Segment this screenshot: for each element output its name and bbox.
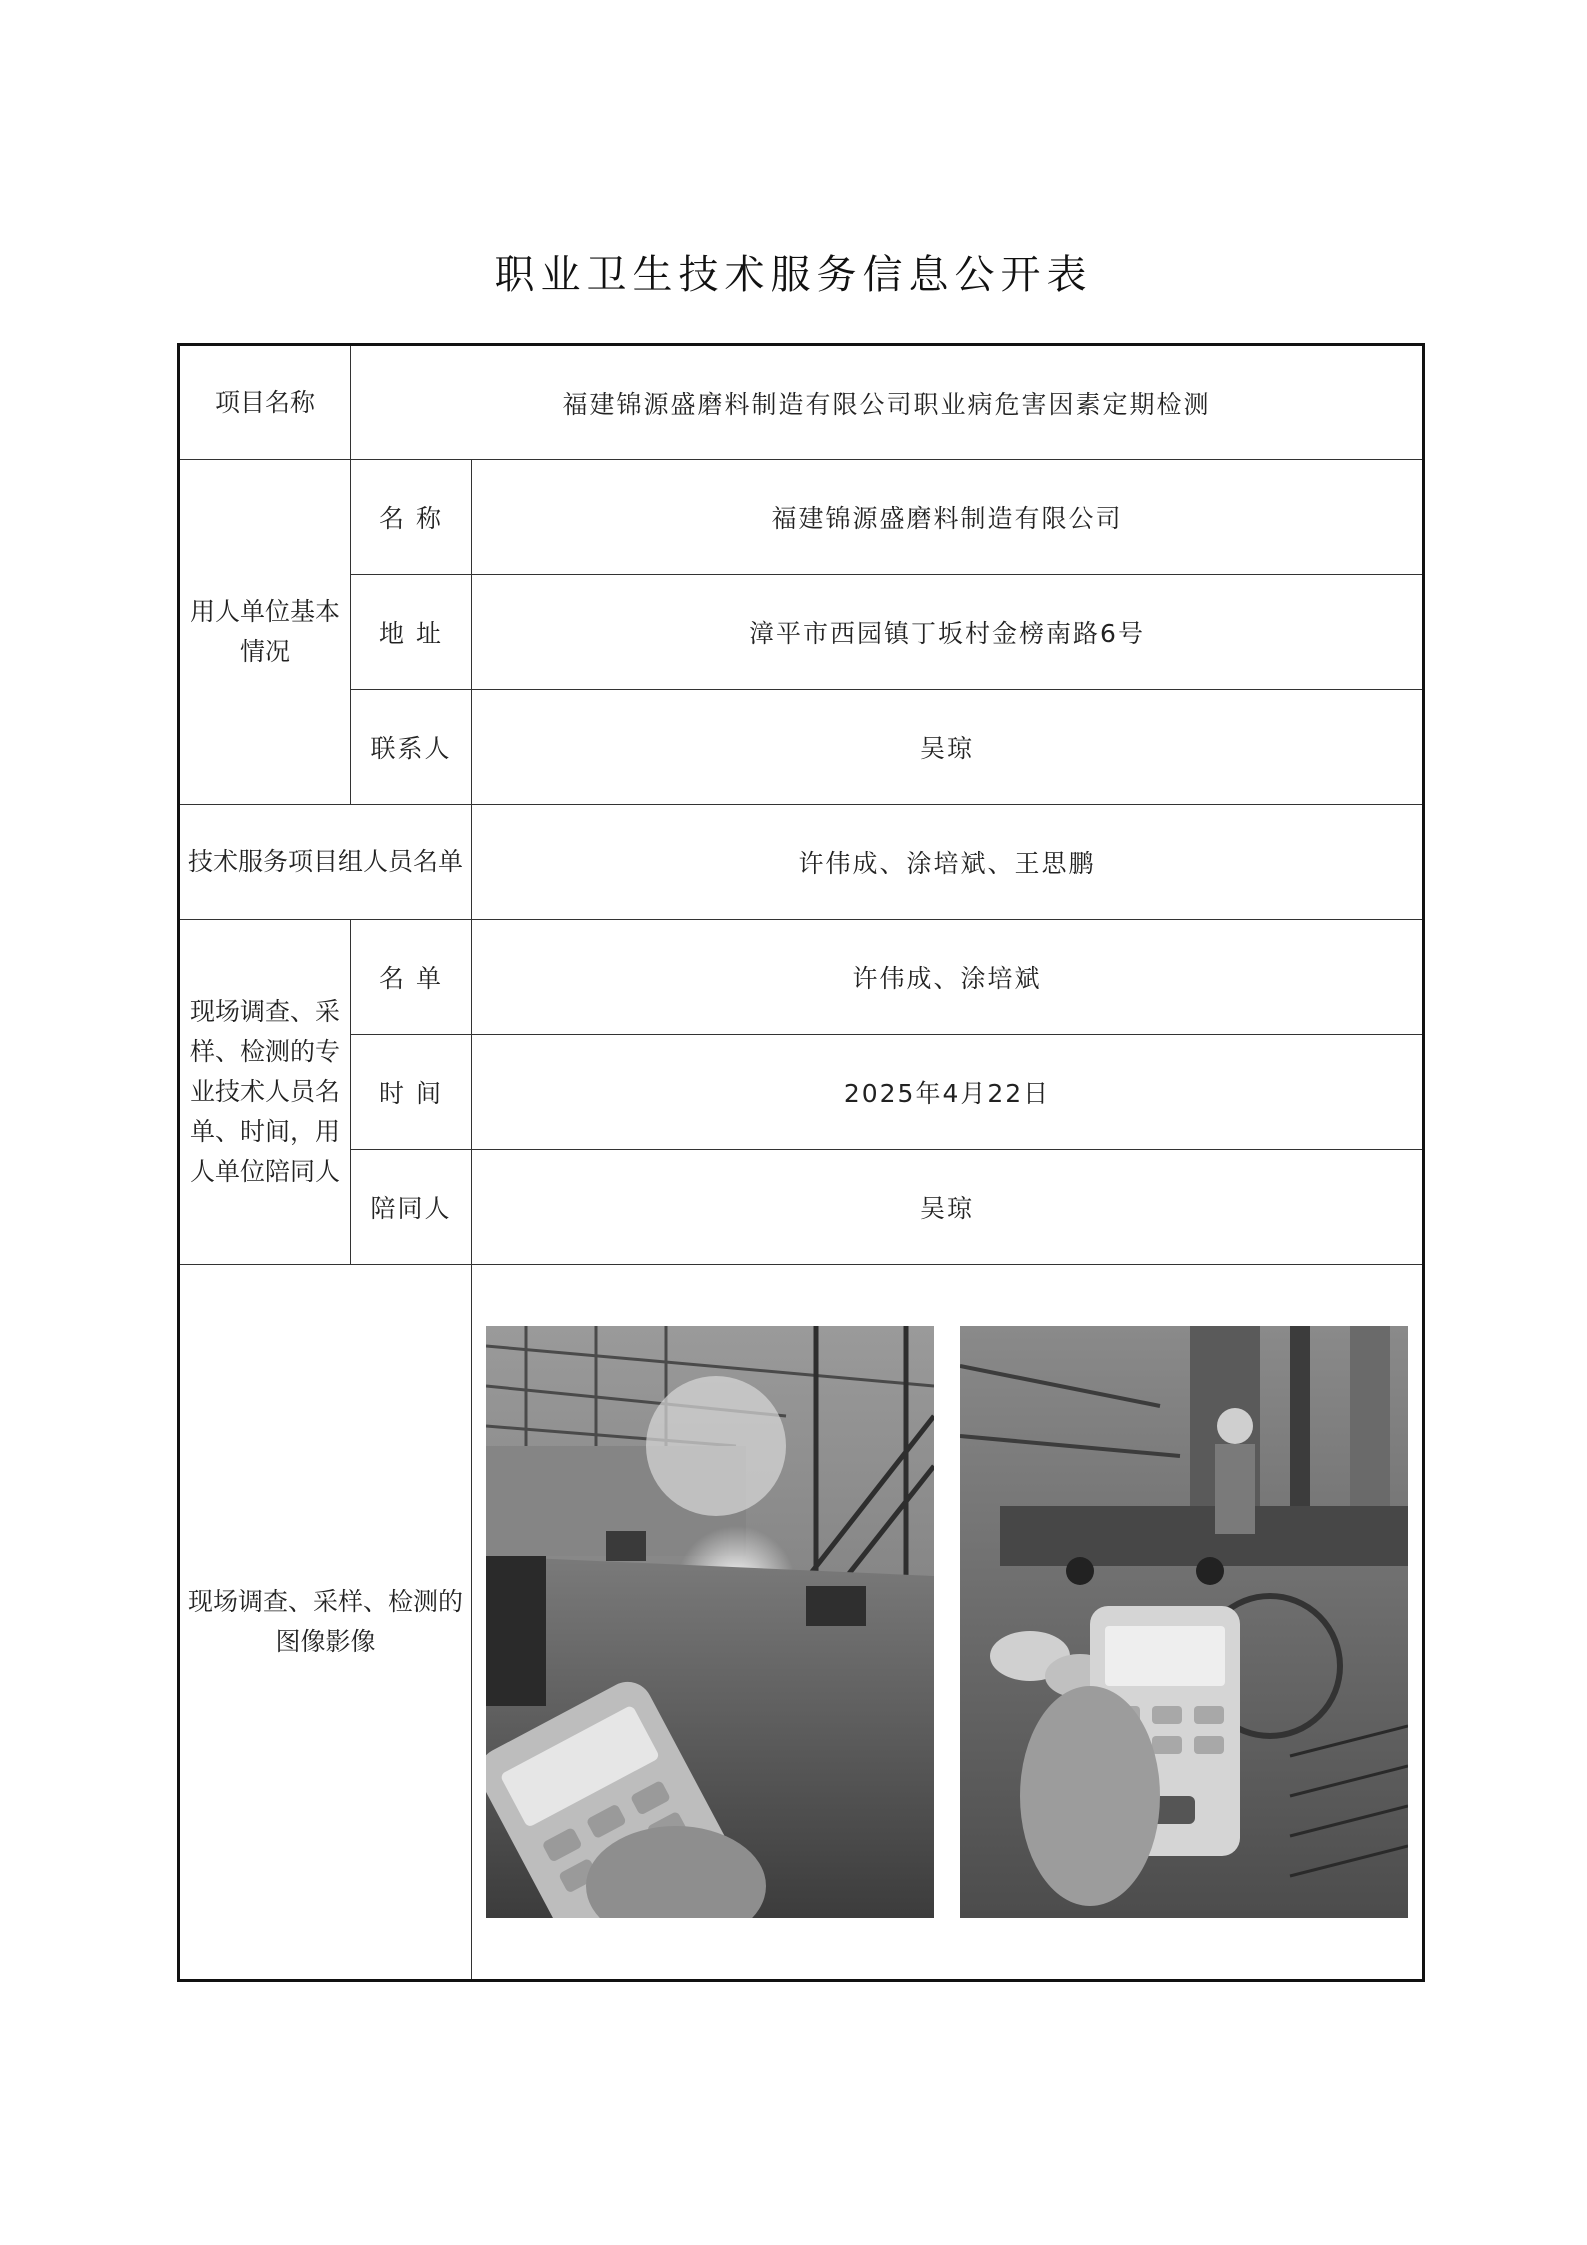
images-row xyxy=(179,1265,1424,1981)
survey-time-label: 时 间 xyxy=(351,1035,472,1150)
survey-label: 现场调查、采样、检测的专业技术人员名单、时间，用人单位陪同人 xyxy=(179,920,351,1265)
factory-photo-graphic xyxy=(486,1326,934,1918)
survey-companion-value: 吴琼 xyxy=(472,1150,1424,1265)
employer-contact-label: 联系人 xyxy=(351,690,472,805)
employer-address-label: 地 址 xyxy=(351,575,472,690)
employer-contact-row xyxy=(179,690,1424,805)
employer-name-value: 福建锦源盛磨料制造有限公司 xyxy=(472,460,1424,575)
info-table xyxy=(177,343,1425,1982)
project-label: 项目名称 xyxy=(179,345,351,460)
employer-address-value: 漳平市西园镇丁坂村金榜南路6号 xyxy=(472,575,1424,690)
worker-sound-meter-photo xyxy=(960,1326,1408,1918)
team-label: 技术服务项目组人员名单 xyxy=(179,805,472,920)
employer-name-label: 名 称 xyxy=(351,460,472,575)
employer-label: 用人单位基本情况 xyxy=(179,460,351,805)
survey-companion-row xyxy=(179,1150,1424,1265)
page-title: 职业卫生技术服务信息公开表 xyxy=(494,252,1093,298)
factory-hall-sound-meter-photo xyxy=(486,1326,934,1918)
survey-time-value: 2025年4月22日 xyxy=(472,1035,1424,1150)
employer-contact-value: 吴琼 xyxy=(472,690,1424,805)
images-label: 现场调查、采样、检测的图像影像 xyxy=(179,1265,472,1981)
images-cell xyxy=(472,1265,1424,1981)
survey-companion-label: 陪同人 xyxy=(351,1150,472,1265)
team-value: 许伟成、涂培斌、王思鹏 xyxy=(472,805,1424,920)
survey-list-row xyxy=(179,920,1424,1035)
employer-address-row xyxy=(179,575,1424,690)
survey-list-value: 许伟成、涂培斌 xyxy=(472,920,1424,1035)
employer-name-row xyxy=(179,460,1424,575)
project-value: 福建锦源盛磨料制造有限公司职业病危害因素定期检测 xyxy=(351,345,1424,460)
team-row xyxy=(179,805,1424,920)
worker-photo-graphic xyxy=(960,1326,1408,1918)
project-row xyxy=(179,345,1424,460)
survey-list-label: 名 单 xyxy=(351,920,472,1035)
survey-time-row xyxy=(179,1035,1424,1150)
